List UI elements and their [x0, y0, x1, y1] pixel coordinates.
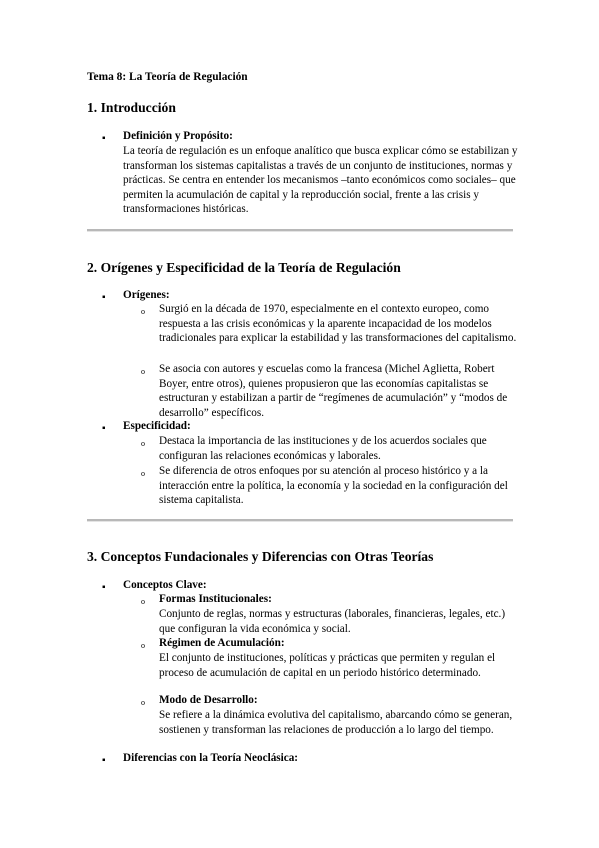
subitem-text-origenes-2: Se asocia con autores y escuelas como la francesa (Michel Aglietta, Robert Boyer, entre otros), quienes propusieron que las economías capitalistas se estructuran y estabilizan a partir de “regímenes de acumulación” y “modos de desarrollo” específicos. — [159, 363, 508, 419]
subitem-text-regimen: El conjunto de instituciones, políticas y prácticas que permiten y regulan el proceso de acumulación de capital en un periodo histórico determinado. — [159, 652, 496, 679]
subitem-label-formas-institucionales: Formas Institucionales: — [159, 593, 272, 605]
bullet-icon: ▪ — [102, 755, 106, 766]
subitem-text-especificidad-1: Destaca la importancia de las instituciones y de los acuerdos sociales que configuran las relaciones económicas y laborales. — [159, 435, 487, 462]
section-heading-introduccion: 1. Introducción — [87, 100, 176, 115]
section-divider — [87, 229, 513, 232]
subitem-label-regimen: Régimen de Acumulación: — [159, 637, 285, 649]
item-text-definicion: La teoría de regulación es un enfoque analítico que busca explicar cómo se estabilizan y transforman los sistemas capitalistas a través de un conjunto de instituciones, normas y prácticas. Se centra en entender los mecanismos –tanto económicos como sociales– que permiten la acumulación de capital y la reproducción social, frente a las crisis y transformaciones históricas. — [123, 145, 518, 216]
bullet-icon: ▪ — [102, 582, 106, 593]
section-heading-origenes: 2. Orígenes y Especificidad de la Teoría de Regulación — [87, 260, 401, 275]
subitem-text-origenes-1: Surgió en la década de 1970, especialmente en el contexto europeo, como respuesta a las crisis económicas y la aparente incapacidad de los modelos tradicionales para explicar la estabilidad y las transformaciones del capitalismo. — [159, 303, 517, 345]
circle-bullet-icon: o — [141, 439, 145, 448]
subitem-text-formas-institucionales: Conjunto de reglas, normas y estructuras (laborales, financieras, legales, etc.) que configuran la vida económica y social. — [159, 608, 506, 635]
item-label-origenes: Orígenes: — [123, 289, 170, 301]
item-label-diferencias: Diferencias con la Teoría Neoclásica: — [123, 752, 299, 764]
item-label-definicion: Definición y Propósito: — [123, 130, 233, 142]
circle-bullet-icon: o — [141, 641, 145, 650]
circle-bullet-icon: o — [141, 367, 145, 376]
subitem-label-modo-desarrollo: Modo de Desarrollo: — [159, 694, 258, 706]
circle-bullet-icon: o — [141, 307, 145, 316]
circle-bullet-icon: o — [141, 469, 145, 478]
bullet-icon: ▪ — [102, 133, 106, 144]
bullet-icon: ▪ — [102, 292, 106, 303]
subitem-text-especificidad-2: Se diferencia de otros enfoques por su atención al proceso histórico y a la interacción entre la política, la economía y la sociedad en la configuración del sistema capitalista. — [159, 465, 508, 507]
circle-bullet-icon: o — [141, 597, 145, 606]
document-title: Tema 8: La Teoría de Regulación — [87, 71, 248, 83]
item-label-conceptos-clave: Conceptos Clave: — [123, 579, 207, 591]
item-label-especificidad: Especificidad: — [123, 420, 191, 432]
circle-bullet-icon: o — [141, 698, 145, 707]
section-divider — [87, 519, 513, 522]
bullet-icon: ▪ — [102, 423, 106, 434]
subitem-text-modo-desarrollo: Se refiere a la dinámica evolutiva del capitalismo, abarcando cómo se generan, sostienen y transforman las relaciones de producción a lo largo del tiempo. — [159, 709, 513, 736]
section-heading-conceptos: 3. Conceptos Fundacionales y Diferencias con Otras Teorías — [87, 549, 434, 564]
